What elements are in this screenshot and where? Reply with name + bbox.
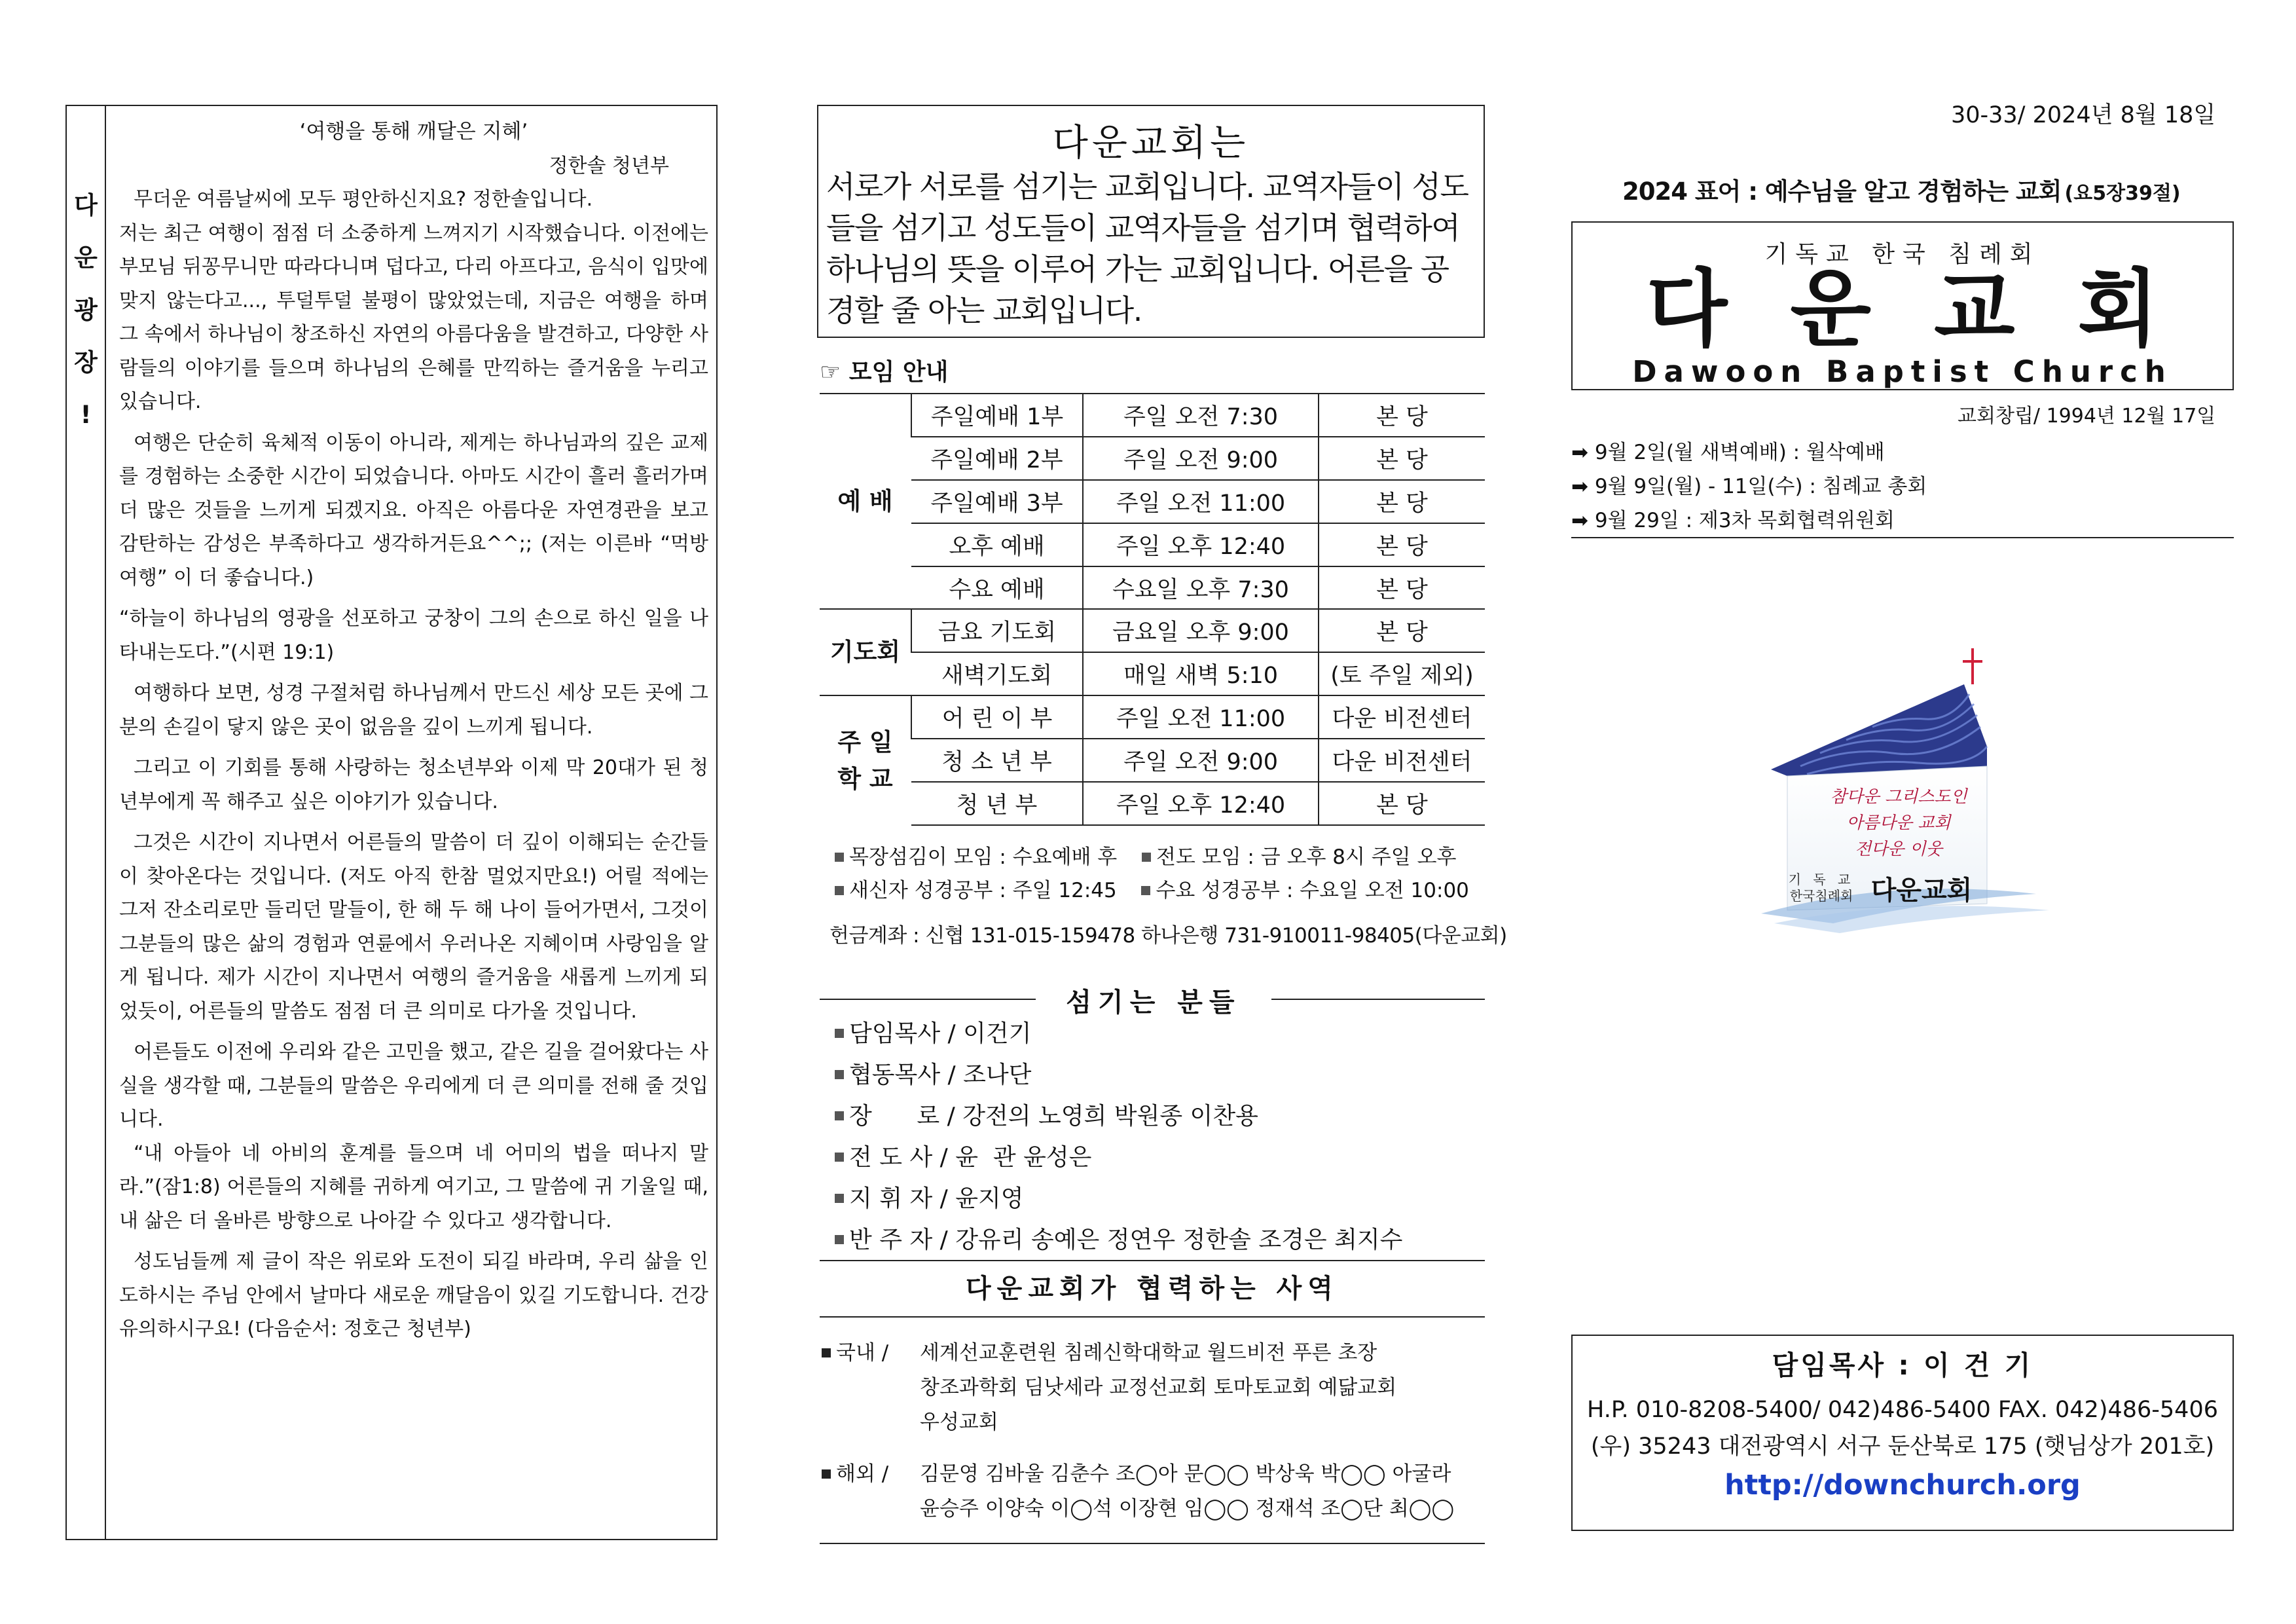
square-bullet-icon	[1141, 886, 1150, 895]
logo-slogan-line: 아름다운 교회	[1846, 813, 1951, 833]
essay-paragraph: 저는 최근 여행이 점점 더 소중하게 느껴지기 시작했습니다. 이전에는 부모님 뒤꽁무니만 따라다니며 덥다고, 다리 아프다고, 음식이 입맛에 맞지 않는다고..., 투덜투덜 불평이 많았었는데, 지금은 여행을 하며 그 속에서 하나님이 창조하신 자연의 아름다움을 발견하고, 다양한 사람들의 이야기를 들으며 하나님의 은혜를 만끽하는 즐거움을 누리고 있습니다.	[119, 221, 708, 413]
schedule-time: 주일 오전 9:00	[1083, 437, 1319, 480]
table-row	[820, 566, 1485, 610]
vertical-title-char: 다	[74, 191, 98, 219]
essay-panel	[65, 105, 718, 1540]
announcements	[1571, 435, 2234, 538]
schedule-time: 매일 새벽 5:10	[1083, 652, 1319, 695]
intro-body: 서로가 서로를 섬기는 교회입니다. 교역자들이 성도들을 섬기고 성도들이 교역자들을 섬기며 협력하여 하나님의 뜻을 이루어 가는 교회입니다. 어른을 공경할 줄 아는 교회입니다.	[826, 169, 1468, 328]
schedule-place: 본 당	[1319, 437, 1485, 480]
square-bullet-icon	[835, 1235, 844, 1244]
square-bullet-icon	[1142, 853, 1151, 862]
pastor-title: 담임목사 : 이 건 기	[1772, 1350, 2033, 1381]
servers-heading: 섬기는 분들	[1036, 982, 1271, 1019]
church-logo	[1761, 642, 2049, 943]
logo-slogan-line: 전다운 이웃	[1855, 840, 1942, 859]
square-bullet-icon	[835, 1111, 844, 1120]
schedule-event: 금요 기도회	[911, 609, 1083, 652]
yearly-motto	[1622, 172, 2181, 207]
offering-account: 헌금계좌 : 신협 131-015-159478 하나은행 731-910011-98405(다운교회)	[829, 924, 1507, 948]
schedule-time: 주일 오후 12:40	[1083, 782, 1319, 825]
schedule-place: 본 당	[1319, 394, 1485, 437]
essay-paragraph: 성도님들께 제 글이 작은 위로와 도전이 되길 바라며, 우리 삶을 인도하시는 주님 안에서 날마다 새로운 깨달음이 있길 기도합니다. 건강 유의하시구요! (다음순서: 정호근 청년부)	[119, 1250, 708, 1340]
note-row: 새신자 성경공부 : 주일 12:45 수요 성경공부 : 수요일 오전 10:00	[835, 874, 1483, 908]
servers-list	[835, 1013, 1483, 1261]
list-item: 지 휘 자 / 윤지영	[835, 1178, 1483, 1219]
coop-overseas	[822, 1457, 1484, 1526]
schedule-group: 예 배	[820, 394, 911, 609]
essay-paragraph: 여행하다 보면, 성경 구절처럼 하나님께서 만드신 세상 모든 곳에 그분의 손길이 닿지 않은 곳이 없음을 깊이 느끼게 됩니다.	[119, 682, 708, 739]
schedule-place: 다운 비전센터	[1319, 695, 1485, 739]
schedule-group: 주 일 학 교	[820, 695, 911, 825]
vertical-title-char: 장	[74, 348, 98, 377]
logo-slogan-line: 참다운 그리스도인	[1830, 787, 1967, 807]
vertical-title-char: !	[80, 401, 92, 429]
list-item: 세계선교훈련원 침례신학대학교 월드비전 푸른 초장	[920, 1341, 1377, 1365]
table-row	[820, 523, 1485, 566]
schedule-time: 금요일 오후 9:00	[1083, 609, 1319, 652]
list-item: 윤승주 이양숙 이◯석 이장현 임◯◯ 정재석 조◯단 최◯◯	[920, 1497, 1455, 1521]
website-link[interactable]: http://downchurch.org	[1724, 1469, 2081, 1502]
schedule-time: 주일 오후 12:40	[1083, 523, 1319, 566]
list-item: 창조과학회 딤낫세라 교정선교회 토마토교회 예닮교회	[920, 1376, 1397, 1399]
motto-text: 2024 표어 : 예수님을 알고 경험하는 교회	[1622, 177, 2062, 206]
motto-reference: (요5장39절)	[2064, 182, 2181, 205]
schedule-time: 주일 오전 7:30	[1083, 394, 1319, 437]
divider	[1571, 537, 2234, 538]
schedule-group: 기도회	[820, 609, 911, 695]
list-item: 반 주 자 / 강유리 송예은 정연우 정한솔 조경은 최지수	[835, 1219, 1483, 1261]
table-row	[820, 739, 1485, 782]
table-row	[820, 652, 1485, 695]
schedule-event: 청 소 년 부	[911, 739, 1083, 782]
schedule-event: 수요 예배	[911, 566, 1083, 610]
table-row	[820, 437, 1485, 480]
denomination: 기독교 한국 침례회	[1764, 241, 2041, 268]
coop-overseas-label: 해외 /	[822, 1457, 888, 1492]
square-bullet-icon	[822, 1469, 831, 1479]
meeting-notes	[829, 841, 1507, 953]
list-item: 김문영 김바울 김춘수 조◯아 문◯◯ 박상욱 박◯◯ 아굴라	[920, 1462, 1451, 1486]
vertical-title	[67, 106, 106, 1539]
list-item: ➡ 9월 9일(월) - 11일(수) : 침례교 총회	[1571, 475, 1927, 498]
schedule-place: 본 당	[1319, 523, 1485, 566]
schedule-event: 오후 예배	[911, 523, 1083, 566]
schedule-place: 다운 비전센터	[1319, 739, 1485, 782]
essay-paragraph: 그것은 시간이 지나면서 어른들의 말씀이 더 깊이 이해되는 순간들이 찾아온다는 것입니다. (저도 아직 한참 멀었지만요!) 어릴 적에는 그저 잔소리로만 들리던 말들이, 한 해 두 해 나이 들어가면서, 그것이 그분들의 많은 삶의 경험과 연륜에서 우러나온 지혜이며 사랑임을 알게 됩니다. 제가 시간이 지나면서 여행의 즐거움을 새롭게 느끼게 되었듯이, 어른들의 말씀도 점점 더 큰 의미로 다가올 것입니다.	[119, 831, 708, 1023]
list-item: 우성교회	[920, 1411, 998, 1434]
schedule-time: 주일 오전 11:00	[1083, 480, 1319, 523]
square-bullet-icon	[835, 1153, 844, 1162]
square-bullet-icon	[835, 1070, 844, 1079]
church-building-icon	[1761, 642, 2049, 943]
essay-paragraph: “내 아들아 네 아비의 훈계를 들으며 네 어미의 법을 떠나지 말라.”(잠1:8) 어른들의 지혜를 귀하게 여기고, 그 말씀에 귀 기울일 때, 내 삶은 더 올바른 방향으로 나아갈 수 있다고 생각합니다.	[119, 1141, 708, 1232]
pastor-phone: H.P. 010-8208-5400/ 042)486-5400 FAX. 042)486-5406	[1586, 1397, 2218, 1423]
list-item: 장 로 / 강전의 노영희 박원종 이찬용	[835, 1096, 1483, 1137]
square-bullet-icon	[835, 886, 844, 895]
schedule-place: (토 주일 제외)	[1319, 652, 1485, 695]
essay-author: 정한솔 청년부	[549, 154, 669, 177]
church-address: (우) 35243 대전광역시 서구 둔산북로 175 (햇님상가 201호)	[1590, 1433, 2215, 1460]
essay-paragraph: 무더운 여름날씨에 모두 평안하신지요? 정한솔입니다.	[134, 188, 593, 211]
schedule-event: 새벽기도회	[911, 652, 1083, 695]
essay-title: ‘여행을 통해 깨달은 지혜’	[299, 120, 528, 143]
church-name-english: Dawoon Baptist Church	[1632, 354, 2173, 389]
coop-heading-bar	[820, 1260, 1485, 1318]
square-bullet-icon	[822, 1348, 831, 1357]
schedule-event: 주일예배 3부	[911, 480, 1083, 523]
logo-caption-sub: 한국침례회	[1789, 888, 1853, 904]
square-bullet-icon	[835, 1029, 844, 1038]
schedule-time: 수요일 오후 7:30	[1083, 566, 1319, 610]
schedule-event: 주일예배 2부	[911, 437, 1083, 480]
list-item: ➡ 9월 29일 : 제3차 목회협력위원회	[1571, 509, 1895, 532]
essay-paragraph: 어른들도 이전에 우리와 같은 고민을 했고, 같은 길을 걸어왔다는 사실을 생각할 때, 그분들의 말씀은 우리에게 더 큰 의미를 전해 줄 것입니다.	[119, 1041, 708, 1131]
intro-box	[817, 105, 1485, 338]
coop-heading: 다운교회가 협력하는 사역	[966, 1274, 1339, 1304]
church-name-box	[1571, 221, 2234, 390]
vertical-title-char: 운	[74, 244, 98, 272]
essay-paragraph: 그리고 이 기회를 통해 사랑하는 청소년부와 이제 막 20대가 된 청년부에게 꼭 해주고 싶은 이야기가 있습니다.	[119, 756, 708, 813]
logo-caption-top: 기 독 교	[1788, 872, 1855, 887]
schedule-place: 본 당	[1319, 782, 1485, 825]
coop-domestic	[822, 1336, 1484, 1440]
schedule-place: 본 당	[1319, 609, 1485, 652]
divider	[820, 1543, 1485, 1544]
schedule-time: 주일 오전 9:00	[1083, 739, 1319, 782]
arrow-right-icon: ➡	[1571, 475, 1595, 498]
schedule-time: 주일 오전 11:00	[1083, 695, 1319, 739]
list-item: 협동목사 / 조나단	[835, 1054, 1483, 1096]
note-row: 목장섬김이 모임 : 수요예배 후 전도 모임 : 금 오후 8시 주일 오후	[835, 841, 1483, 874]
essay-paragraph: “하늘이 하나님의 영광을 선포하고 궁창이 그의 손으로 하신 일을 나타내는도다.”(시편 19:1)	[119, 607, 708, 664]
founded-date: 교회창립/ 1994년 12월 17일	[1958, 405, 2216, 428]
table-row	[820, 609, 1485, 652]
essay-paragraph: 여행은 단순히 육체적 이동이 아니라, 제게는 하나님과의 깊은 교제를 경험하는 소중한 시간이 되었습니다. 아마도 시간이 흘러 흘러가며 더 많은 것들을 느끼게 되겠지요. 아직은 아름다운 자연경관을 보고 감탄하는 감성은 부족하다고 생각하거든요^^;; (저는 이른바 “먹방 여행” 이 더 좋습니다.)	[119, 431, 708, 589]
square-bullet-icon	[835, 853, 844, 862]
list-item: 전 도 사 / 윤 관 윤성은	[835, 1137, 1483, 1178]
table-row	[820, 394, 1485, 437]
list-item: 담임목사 / 이건기	[835, 1013, 1483, 1054]
schedule-event: 청 년 부	[911, 782, 1083, 825]
issue-date: 30-33/ 2024년 8월 18일	[1951, 102, 2216, 128]
coop-domestic-label: 국내 /	[822, 1336, 888, 1371]
meetings-heading: ☞ 모임 안내	[820, 359, 949, 386]
list-item: ➡ 9월 2일(월 새벽예배) : 월삭예배	[1571, 441, 1885, 464]
coop-list	[822, 1336, 1484, 1526]
schedule-event: 주일예배 1부	[911, 394, 1083, 437]
pastor-contact-box	[1571, 1335, 2234, 1531]
schedule-place: 본 당	[1319, 480, 1485, 523]
schedule-place: 본 당	[1319, 566, 1485, 610]
church-name-korean: 다운교회	[1646, 261, 2222, 358]
schedule-table	[820, 393, 1485, 826]
servers-heading-bar	[820, 986, 1485, 1018]
schedule-event: 어 린 이 부	[911, 695, 1083, 739]
square-bullet-icon	[835, 1194, 844, 1203]
essay	[119, 115, 708, 1346]
vertical-title-char: 광	[74, 296, 98, 324]
table-row	[820, 480, 1485, 523]
arrow-right-icon: ➡	[1571, 509, 1595, 532]
table-row	[820, 782, 1485, 825]
logo-caption-name: 다운교회	[1870, 876, 1973, 906]
table-row	[820, 695, 1485, 739]
arrow-right-icon: ➡	[1571, 441, 1595, 464]
intro-heading: 다운교회는	[1052, 122, 1250, 164]
